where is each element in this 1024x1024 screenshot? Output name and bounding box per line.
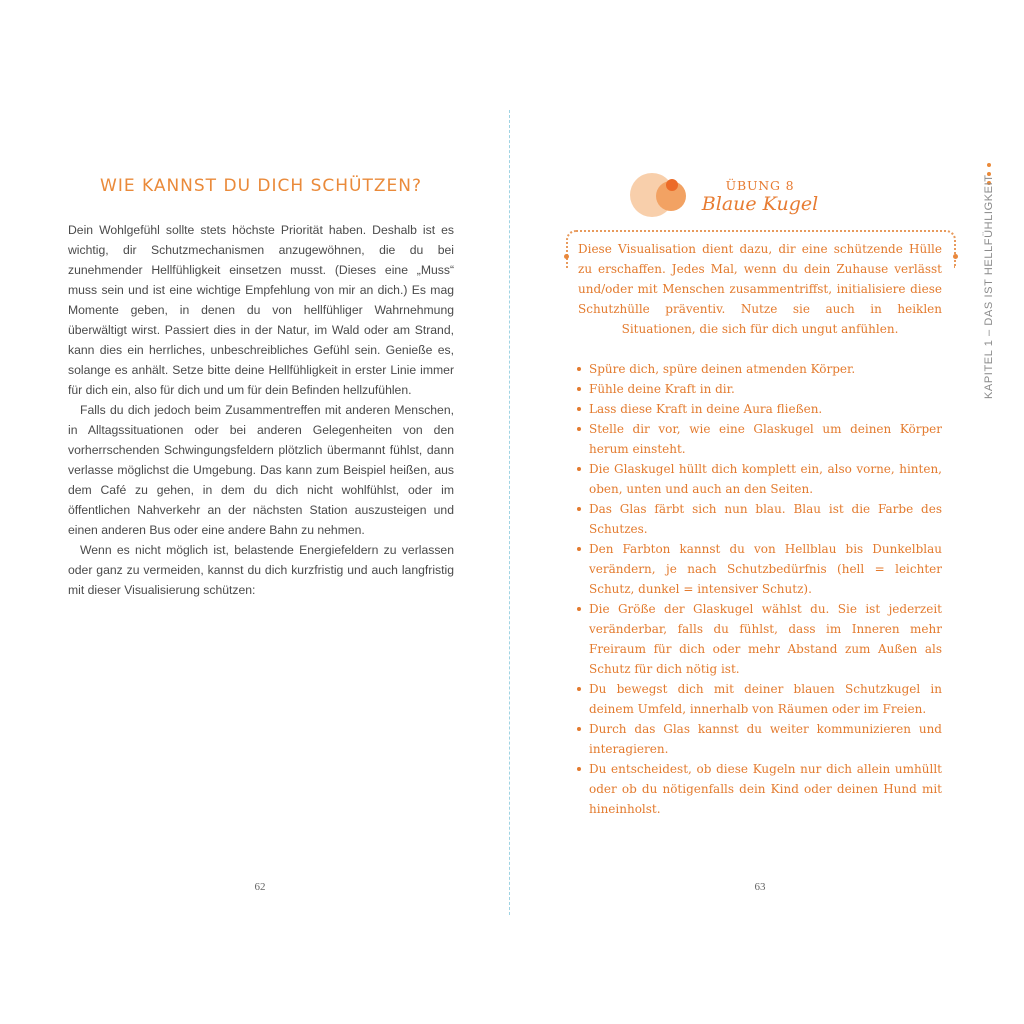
bullet-icon [577,767,581,771]
bullet-icon [577,407,581,411]
bullet-icon [577,727,581,731]
paragraph: Falls du dich jedoch beim Zusammentreffen mit anderen Menschen, in Alltagssituationen oder bei anderen Gelegenheiten von den vorherrschenden Schwingungsfeldern plötzlich übermannt fühlst, dann verlasse möglichst die Umgebung. Das kann zum Beispiel heißen, aus dem Café zu gehen, in dem du dich nicht wohlfühlst, oder im öffentlichen Nahverkehr an der nächsten Station auszusteigen und einen anderen Bus oder eine andere Bahn zu nehmen. [68,403,454,537]
list-item [576,539,942,599]
list-item-text: Spüre dich, spüre deinen atmenden Körper. [589,362,856,376]
list-item [576,599,942,679]
bullet-icon [577,367,581,371]
gutter-divider [509,110,510,915]
circles-icon [628,170,688,222]
bullet-icon [577,427,581,431]
list-item [576,459,942,499]
section-heading: WIE KANNST DU DICH SCHÜTZEN? [100,176,422,196]
list-item [576,719,942,759]
paragraph: Dein Wohlgefühl sollte stets höchste Priorität haben. Deshalb ist es wichtig, dir Schutzmechanismen anzugewöhnen, die du bei zunehmender Hellfühligkeit einsetzen musst. (Dieses eine „Muss“ muss sein und ist eine wichtige Empfehlung von mir an dich.) Es mag Momente geben, in denen du von hellfühliger Wahrnehmung überwältigt wirst. Passiert dies in der Natur, im Wald oder am Strand, kann dies ein herrliches, unbeschreibliches Gefühl sein. Genieße es, solange es anhält. Setze bitte deine Hellfühligkeit in erster Linie immer für dich ein, also für dich und um für dein Befinden hellzufühlen. [68,223,454,397]
bullet-icon [577,467,581,471]
chapter-side-label: KAPITEL 1 – DAS IST HELLFÜHLIGKEIT [983,174,995,399]
list-item [576,359,942,379]
left-body-text [68,220,454,600]
list-item [576,379,942,399]
frame-dot-icon [953,254,958,259]
bullet-icon [577,387,581,391]
exercise-title: Blaue Kugel [701,193,819,215]
list-item [576,399,942,419]
exercise-intro: Diese Visualisation dient dazu, dir eine schützende Hülle zu erschaffen. Jedes Mal, wenn du dein Zuhause verlässt und/oder mit Menschen zusammentriffst, initialisiere diese Schutzhülle präventiv. Nutze sie auch in heiklen Situationen, die sich für dich ungut anfühlen. [578,242,942,336]
list-item-text: Du bewegst dich mit deiner blauen Schutzkugel in deinem Umfeld, innerhalb von Räumen oder im Freien. [589,682,942,716]
bullet-icon [577,607,581,611]
exercise-label: ÜBUNG 8 [725,178,795,193]
page-number-left: 62 [254,881,266,893]
list-item [576,419,942,459]
list-item-text: Fühle deine Kraft in dir. [589,382,735,396]
list-item-text: Den Farbton kannst du von Hellblau bis Dunkelblau verändern, je nach Schutzbedürfnis (hell = leichter Schutz, dunkel = intensiver Schutz). [589,542,942,596]
paragraph: Wenn es nicht möglich ist, belastende Energiefeldern zu verlassen oder ganz zu vermeiden, kannst du dich kurzfristig und auch langfristig mit dieser Visualisierung schützen: [68,543,454,597]
bullet-icon [577,547,581,551]
bullet-icon [577,687,581,691]
page-number-right: 63 [754,881,766,893]
list-item [576,759,942,819]
list-item-text: Du entscheidest, ob diese Kugeln nur dich allein umhüllt oder ob du nötigenfalls dein Kind oder deinen Hund mit hineinholst. [589,762,942,816]
list-item-text: Die Glaskugel hüllt dich komplett ein, also vorne, hinten, oben, unten und auch an den Seiten. [589,462,942,496]
list-item-text: Durch das Glas kannst du weiter kommunizieren und interagieren. [589,722,942,756]
frame-dot-icon [564,254,569,259]
bullet-icon [577,507,581,511]
list-item-text: Stelle dir vor, wie eine Glaskugel um deinen Körper herum einsteht. [589,422,942,456]
list-item [576,499,942,539]
list-item [576,679,942,719]
list-item-text: Das Glas färbt sich nun blau. Blau ist die Farbe des Schutzes. [589,502,942,536]
list-item-text: Die Größe der Glaskugel wählst du. Sie ist jederzeit veränderbar, falls du fühlst, dass im Inneren mehr Freiraum für dich oder mehr Abstand zum Außen als Schutz für dich nötig ist. [589,602,942,676]
exercise-steps [576,359,942,819]
list-item-text: Lass diese Kraft in deine Aura fließen. [589,402,823,416]
